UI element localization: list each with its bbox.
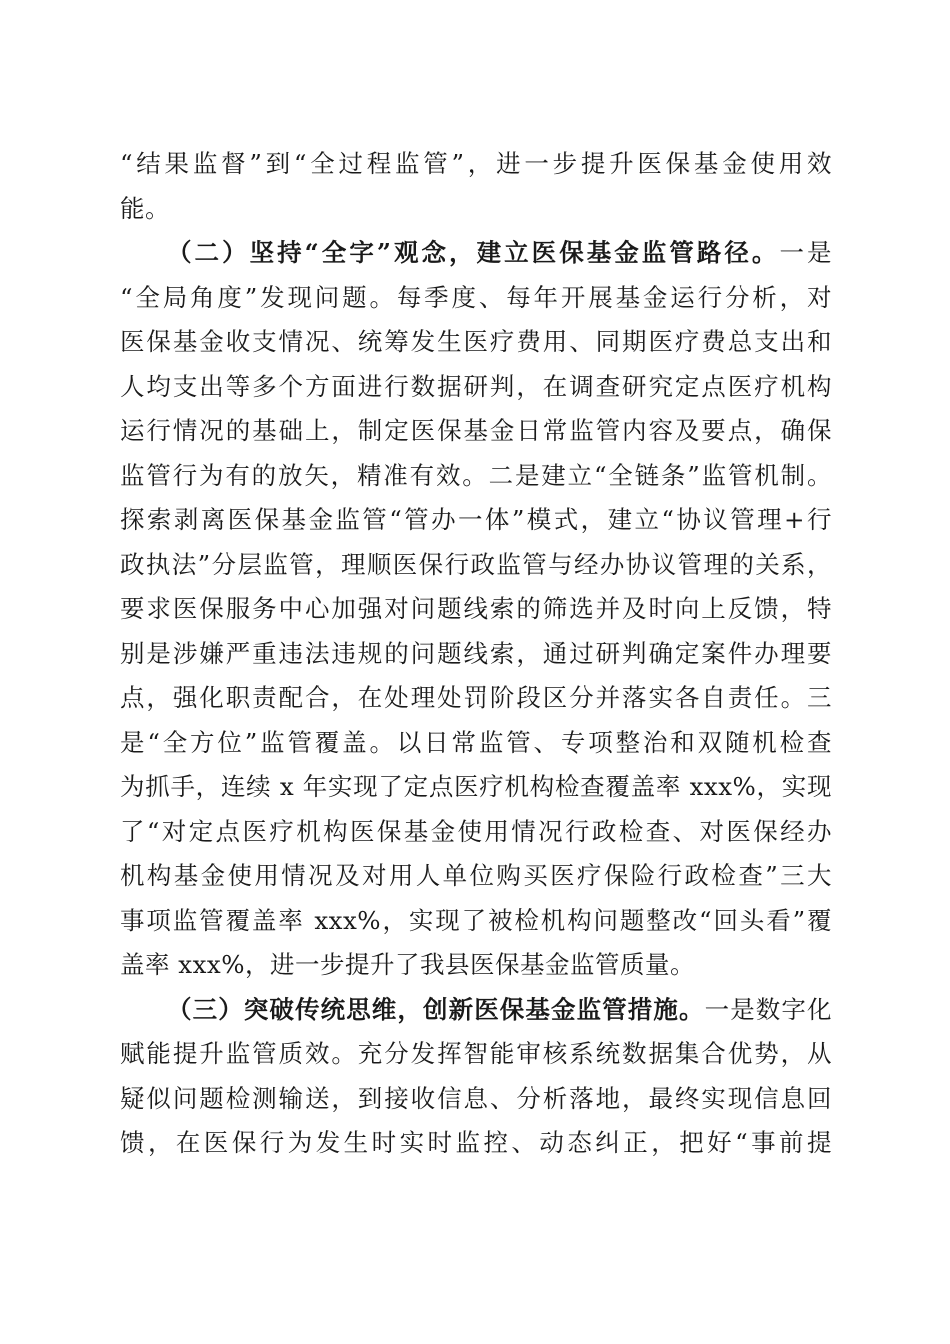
text-line: 疑似问题检测输送，到接收信息、分析落地，最终实现信息回	[120, 1083, 832, 1113]
text-line: 点，强化职责配合，在处理处罚阶段区分并落实各自责任。三	[120, 683, 832, 712]
text-line: “全局角度”发现问题。每季度、每年开展基金运行分析，对	[120, 282, 832, 312]
text-line: 事项监管覆盖率 xxx%，实现了被检机构问题整改“回头看”覆	[120, 905, 832, 935]
text-line: 是“全方位”监管覆盖。以日常监管、专项整治和双随机检查	[120, 727, 832, 757]
text-line: 了“对定点医疗机构医保基金使用情况行政检查、对医保经办	[120, 816, 832, 846]
text-line: 盖率 xxx%，进一步提升了我县医保基金监管质量。	[120, 950, 696, 979]
text-line: 政执法”分层监管，理顺医保行政监管与经办协议管理的关系，	[120, 549, 832, 579]
document-body	[120, 142, 832, 1166]
text-line: 为抓手，连续 x 年实现了定点医疗机构检查覆盖率 xxx%，实现	[120, 772, 832, 801]
text-line: 赋能提升监管质效。充分发挥智能审核系统数据集合优势，从	[120, 1039, 832, 1068]
text-line: 能。	[120, 193, 170, 223]
text-line: 别是涉嫌严重违法违规的问题线索，通过研判确定案件办理要	[120, 638, 832, 668]
paragraph-2	[120, 231, 832, 988]
text-line: 馈，在医保行为发生时实时监控、动态纠正，把好“事前提	[120, 1128, 832, 1157]
text-line: 运行情况的基础上，制定医保基金日常监管内容及要点，确保	[120, 416, 832, 445]
paragraph-3	[120, 988, 832, 1166]
text-fragment: 一是	[779, 238, 833, 267]
text-line	[120, 988, 832, 1033]
text-line: 医保基金收支情况、统筹发生医疗费用、同期医疗费总支出和	[120, 327, 832, 356]
text-line: 机构基金使用情况及对用人单位购买医疗保险行政检查”三大	[120, 861, 832, 890]
text-line: 监管行为有的放矢，精准有效。二是建立“全链条”监管机制。	[120, 460, 832, 490]
text-line: 要求医保服务中心加强对问题线索的筛选并及时向上反馈，特	[120, 594, 832, 623]
section-heading-2: （二）坚持“全字”观念，建立医保基金监管路径。	[167, 238, 780, 267]
text-line: “结果监督”到“全过程监管”，进一步提升医保基金使用效	[120, 149, 832, 178]
text-fragment: 一是数字化	[704, 994, 833, 1024]
paragraph-1	[120, 142, 832, 231]
text-line	[120, 231, 832, 276]
text-line: 人均支出等多个方面进行数据研判，在调查研究定点医疗机构	[120, 371, 832, 401]
section-heading-3: （三）突破传统思维，创新医保基金监管措施。	[167, 994, 705, 1024]
text-line: 探索剥离医保基金监管“管办一体”模式，建立“协议管理+行	[120, 505, 832, 534]
